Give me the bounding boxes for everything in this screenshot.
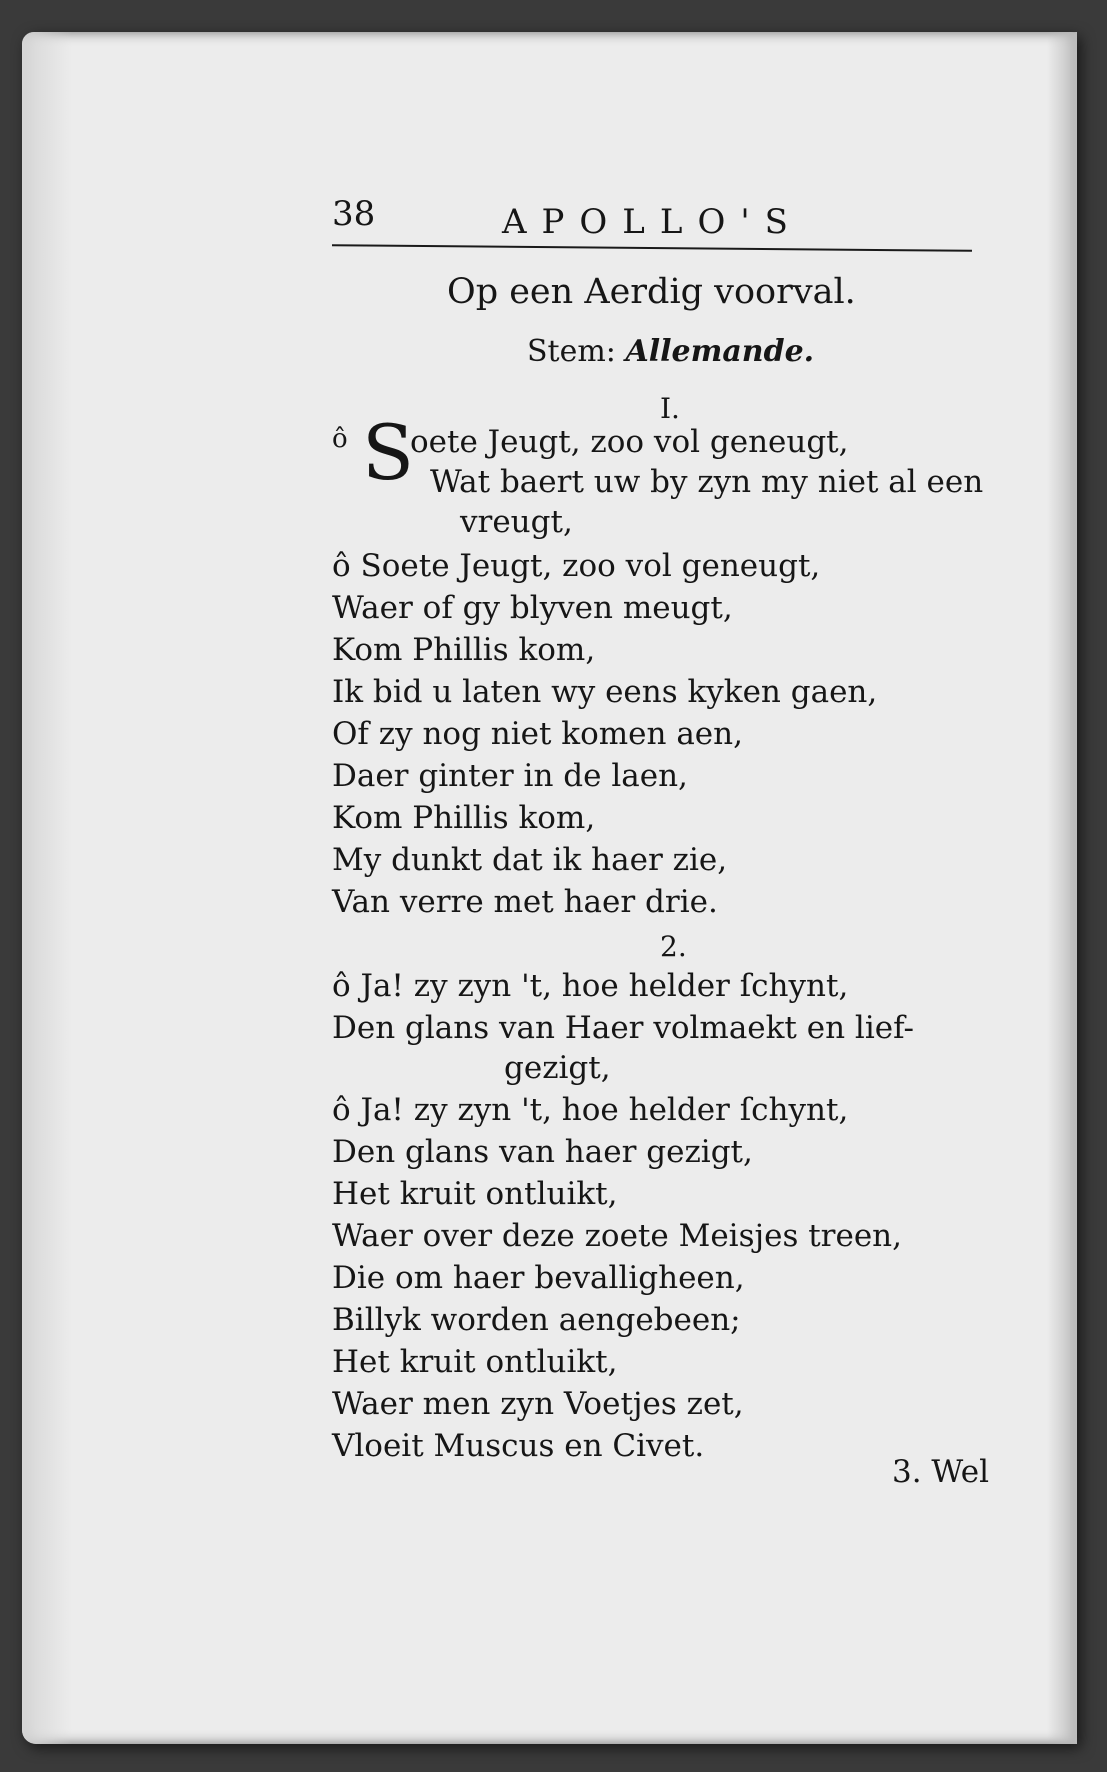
verse-line: Den glans van haer gezigt,: [332, 1134, 753, 1170]
verse-line: Waer over deze zoete Meisjes treen,: [332, 1218, 903, 1254]
tune-name: Allemande.: [625, 334, 815, 369]
verse-line: Kom Phillis kom,: [332, 632, 596, 668]
book-page: [22, 32, 1077, 1744]
verse-line: Billyk worden aengebeen;: [332, 1302, 741, 1338]
verse-line: Ik bid u laten wy eens kyken gaen,: [332, 674, 878, 710]
verse-number: I.: [660, 392, 680, 425]
verse-line: My dunkt dat ik haer zie,: [332, 842, 728, 878]
verse-line: Die om haer bevalligheen,: [332, 1260, 745, 1296]
initial-prefix: ô: [332, 424, 348, 454]
verse-line: gezigt,: [504, 1050, 611, 1086]
running-head: APOLLO'S: [502, 202, 803, 242]
verse-line: ô Ja! zy zyn 't, hoe helder ſchynt,: [332, 1092, 849, 1128]
verse-line: Het kruit ontluikt,: [332, 1344, 618, 1380]
verse-line: Het kruit ontluikt,: [332, 1176, 618, 1212]
verse-line: oete Jeugt, zoo vol geneugt,: [410, 424, 849, 460]
header-rule: [332, 244, 972, 252]
tune-label: Stem:: [527, 334, 616, 369]
song-title: Op een Aerdig voorval.: [447, 272, 856, 312]
verse-line: vreugt,: [460, 504, 573, 540]
verse-line: Van verre met haer drie.: [332, 884, 718, 920]
verse-line: Waer of gy blyven meugt,: [332, 590, 733, 626]
page-number: 38: [332, 194, 376, 234]
verse-line: Kom Phillis kom,: [332, 800, 596, 836]
verse-number: 2.: [660, 930, 687, 963]
verse-line: Vloeit Muscus en Civet.: [332, 1428, 705, 1464]
catchword: 3. Wel: [892, 1454, 990, 1490]
drop-cap: S: [362, 408, 415, 497]
verse-line: ô Ja! zy zyn 't, hoe helder ſchynt,: [332, 968, 849, 1004]
verse-line: Den glans van Haer volmaekt en lief-: [332, 1010, 914, 1046]
verse-line: Waer men zyn Voetjes zet,: [332, 1386, 744, 1422]
tune-line: [527, 334, 814, 369]
verse-line: Of zy nog niet komen aen,: [332, 716, 743, 752]
verse-line: Daer ginter in de laen,: [332, 758, 688, 794]
verse-line: Wat baert uw by zyn my niet al een: [430, 464, 984, 500]
verse-line: ô Soete Jeugt, zoo vol geneugt,: [332, 548, 821, 584]
page-header: [332, 184, 972, 254]
